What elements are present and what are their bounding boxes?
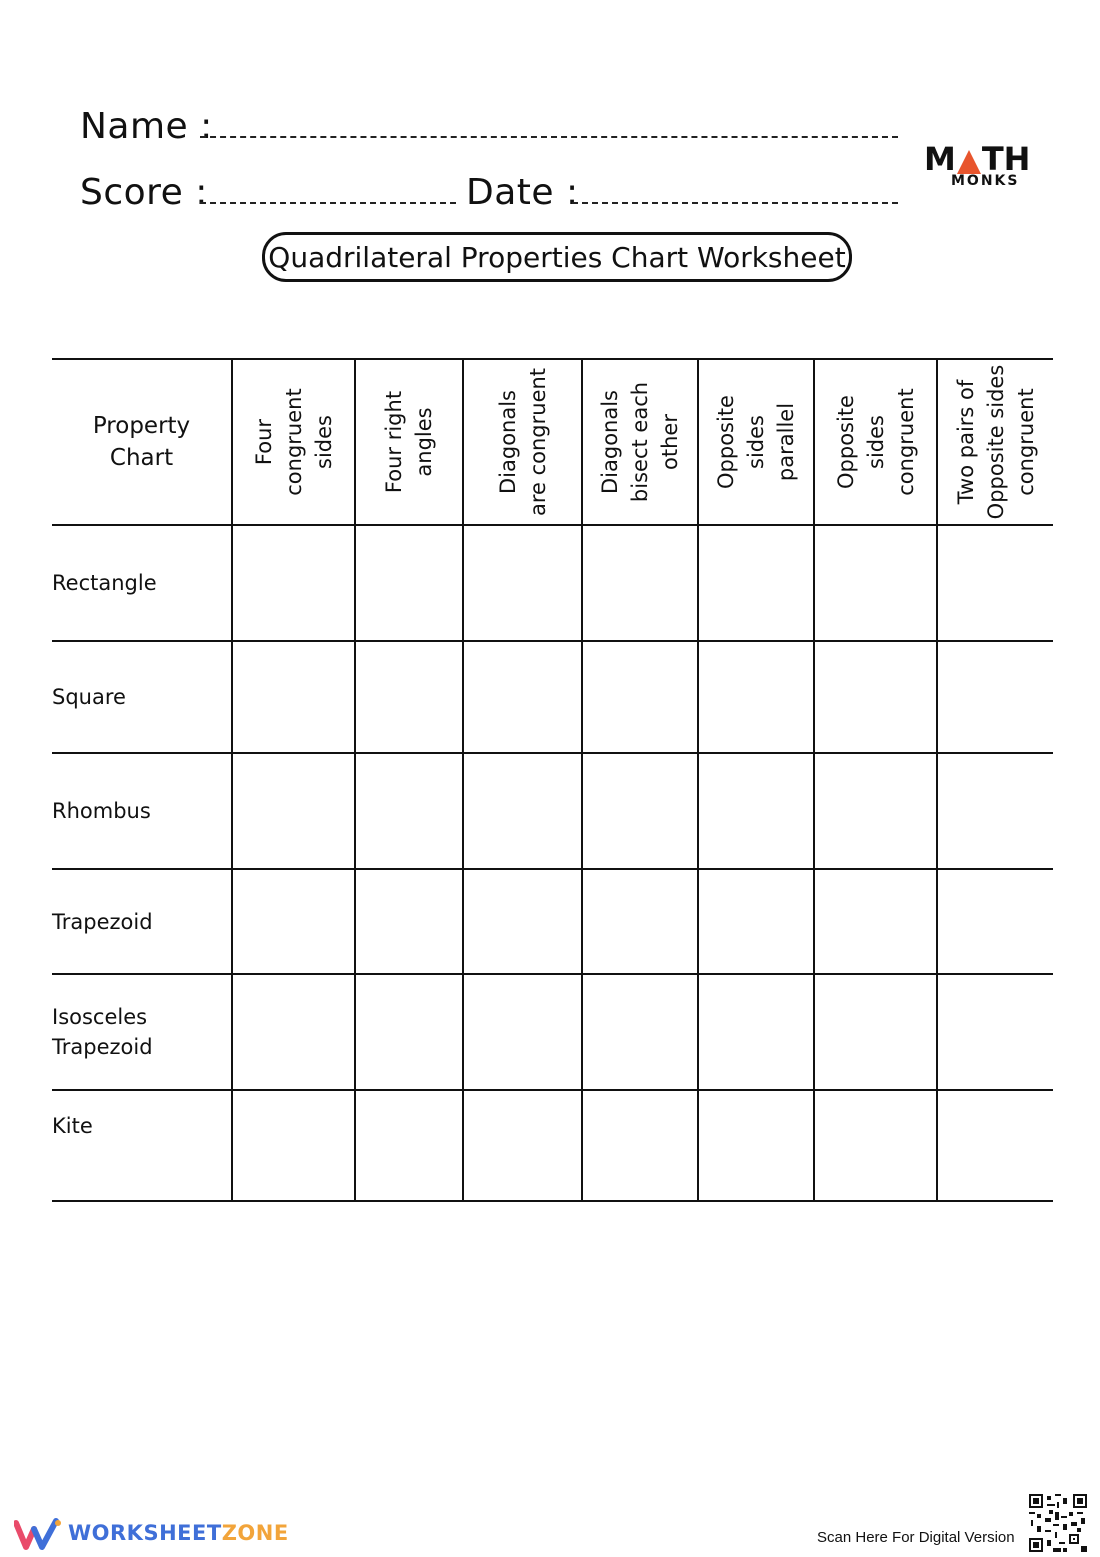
answer-cell[interactable] <box>814 753 937 869</box>
answer-cell[interactable] <box>698 641 814 753</box>
worksheetzone-wordmark <box>68 1521 289 1545</box>
table-row <box>52 641 1053 753</box>
column-header-label: Diagonals are congruent <box>495 367 550 517</box>
answer-cell[interactable] <box>937 525 1053 641</box>
column-header-label: Four right angles <box>382 390 436 494</box>
answer-cell[interactable] <box>355 641 463 753</box>
property-chart-table <box>52 358 1053 1202</box>
answer-cell[interactable] <box>232 869 355 974</box>
table-row <box>52 869 1053 974</box>
answer-cell[interactable] <box>698 869 814 974</box>
row-label: Square <box>52 641 232 753</box>
answer-cell[interactable] <box>232 753 355 869</box>
row-label: Isosceles Trapezoid <box>52 974 232 1090</box>
name-blank[interactable] <box>200 136 898 138</box>
row-label: Rhombus <box>52 753 232 869</box>
table-row <box>52 974 1053 1090</box>
answer-cell[interactable] <box>232 641 355 753</box>
score-label: Score : <box>80 172 208 213</box>
row-label: Trapezoid <box>52 869 232 974</box>
answer-cell[interactable] <box>814 974 937 1090</box>
logo-text-left: M <box>924 140 956 178</box>
column-header-label: Four congruent sides <box>251 388 336 496</box>
worksheet-title <box>262 232 852 282</box>
scan-instruction: Scan Here For Digital Version <box>817 1529 1015 1546</box>
table-header-row <box>52 359 1053 525</box>
answer-cell[interactable] <box>814 525 937 641</box>
answer-cell[interactable] <box>582 1090 698 1201</box>
qr-code-icon[interactable] <box>1029 1494 1087 1552</box>
answer-cell[interactable] <box>698 753 814 869</box>
answer-cell[interactable] <box>698 1090 814 1201</box>
answer-cell[interactable] <box>232 1090 355 1201</box>
logo-text-right: TH <box>981 140 1031 178</box>
answer-cell[interactable] <box>463 641 582 753</box>
worksheet-title-text: Quadrilateral Properties Chart Worksheet <box>268 240 846 274</box>
answer-cell[interactable] <box>355 525 463 641</box>
column-header-label: Two pairs of Opposite sides congruent <box>953 364 1038 520</box>
answer-cell[interactable] <box>463 525 582 641</box>
name-label: Name : <box>80 106 213 147</box>
worksheetzone-w-icon <box>14 1517 62 1551</box>
answer-cell[interactable] <box>463 869 582 974</box>
answer-cell[interactable] <box>937 753 1053 869</box>
answer-cell[interactable] <box>814 641 937 753</box>
worksheetzone-logo <box>14 1515 289 1555</box>
answer-cell[interactable] <box>937 1090 1053 1201</box>
answer-cell[interactable] <box>814 869 937 974</box>
answer-cell[interactable] <box>355 869 463 974</box>
table-row <box>52 753 1053 869</box>
row-label: Kite <box>52 1090 232 1201</box>
answer-cell[interactable] <box>355 974 463 1090</box>
answer-cell[interactable] <box>937 974 1053 1090</box>
column-header <box>582 359 698 525</box>
answer-cell[interactable] <box>582 641 698 753</box>
answer-cell[interactable] <box>232 525 355 641</box>
logo-subtext: MONKS <box>951 173 1020 189</box>
answer-cell[interactable] <box>814 1090 937 1201</box>
score-blank[interactable] <box>200 202 456 204</box>
column-header <box>937 359 1053 525</box>
triangle-icon <box>957 150 981 174</box>
answer-cell[interactable] <box>698 974 814 1090</box>
column-header <box>463 359 582 525</box>
answer-cell[interactable] <box>582 974 698 1090</box>
answer-cell[interactable] <box>232 974 355 1090</box>
corner-header: Property Chart <box>52 359 232 525</box>
row-label: Rectangle <box>52 525 232 641</box>
answer-cell[interactable] <box>582 869 698 974</box>
answer-cell[interactable] <box>355 753 463 869</box>
column-header <box>355 359 463 525</box>
column-header <box>814 359 937 525</box>
answer-cell[interactable] <box>937 641 1053 753</box>
answer-cell[interactable] <box>463 1090 582 1201</box>
wordmark-part2: ZONE <box>221 1521 289 1545</box>
answer-cell[interactable] <box>698 525 814 641</box>
column-header-label: Opposite sides parallel <box>714 395 798 489</box>
table-row <box>52 1090 1053 1201</box>
wordmark-part1: WORKSHEET <box>68 1521 222 1545</box>
answer-cell[interactable] <box>582 525 698 641</box>
answer-cell[interactable] <box>463 974 582 1090</box>
answer-cell[interactable] <box>355 1090 463 1201</box>
column-header-label: Diagonals bisect each other <box>598 381 682 503</box>
math-monks-logo <box>924 140 1034 190</box>
answer-cell[interactable] <box>463 753 582 869</box>
table-row <box>52 525 1053 641</box>
answer-cell[interactable] <box>937 869 1053 974</box>
column-header-label: Opposite sides congruent <box>833 388 918 496</box>
date-label: Date : <box>466 172 579 213</box>
date-blank[interactable] <box>572 202 898 204</box>
column-header <box>232 359 355 525</box>
column-header <box>698 359 814 525</box>
answer-cell[interactable] <box>582 753 698 869</box>
